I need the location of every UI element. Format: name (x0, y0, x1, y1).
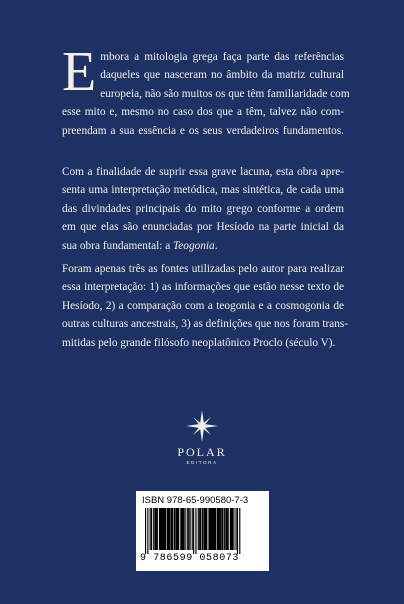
barcode-bar (214, 508, 216, 550)
paragraph-2 (62, 163, 344, 255)
barcode-bar (237, 508, 238, 554)
barcode-bar (199, 508, 201, 550)
paragraph-2-last-line (62, 237, 344, 255)
star-icon (185, 409, 219, 443)
barcode-bar (235, 508, 236, 550)
paragraph-2-line: das divindades principais do mito grego conforme a ordem (62, 202, 344, 215)
paragraph-3-line: Foram apenas três as fontes utilizadas pelo autor para realizar (62, 263, 344, 275)
barcode-bar (220, 508, 221, 550)
barcode-bar (178, 508, 179, 550)
barcode-bar (155, 508, 157, 550)
book-title-teogonia: Teogonia (173, 239, 215, 252)
paragraph-1-line: daqueles que nasceram no âmbito da matriz cultural (100, 69, 344, 82)
barcode-bar (202, 508, 203, 550)
paragraph-3 (62, 260, 349, 352)
barcode-bar (164, 508, 166, 550)
isbn-label: ISBN 978-65-990580-7-3 (142, 495, 249, 506)
barcode-bar (232, 508, 233, 550)
barcode-icon (145, 508, 261, 554)
barcode-bar (233, 508, 234, 550)
last-line-suffix: . (214, 239, 218, 252)
barcode-bar (188, 508, 189, 550)
barcode-bar (228, 508, 229, 550)
paragraph-2-line: em que elas são enunciadas por Hesíodo na parte inicial da (62, 221, 344, 234)
barcode-bar (145, 508, 146, 554)
barcode-bar (198, 508, 199, 550)
paragraph-2-line: senta uma interpretação metódica, mas sintética, de cada uma (62, 184, 344, 197)
paragraph-3-line: Hesíodo, 2) a comparação com a teogonia e a cosmogonia de (62, 299, 344, 312)
barcode-bar (190, 508, 191, 550)
paragraph-1-line: mbora a mitologia grega faça parte das referências (100, 51, 344, 63)
barcode-bar (183, 508, 184, 550)
paragraph-3-line: outras culturas ancestrais, 3) as definições que nos foram trans- (62, 318, 349, 331)
paragraph-1-line: europeia, não são muitos os que têm familiaridade com (100, 87, 350, 100)
barcode-bar (157, 508, 158, 550)
publisher-name: POLAR (177, 445, 227, 459)
paragraph-1-line: preendam a sua essência e os seus verdadeiros fundamentos. (62, 124, 344, 137)
isbn-digits: 9 786599 058073 (140, 553, 240, 564)
last-line-prefix: sua obra fundamental: a (62, 239, 174, 252)
paragraph-1-line: esse mito e, mesmo no caso dos que a têm, talvez não com- (62, 106, 344, 119)
barcode-bar (151, 508, 152, 550)
publisher-subtitle: EDITORA (186, 460, 218, 465)
barcode-bar (206, 508, 207, 550)
barcode-bar (159, 508, 161, 550)
barcode-bar (170, 508, 171, 550)
publisher-logo (176, 409, 228, 465)
barcode-bar (230, 508, 232, 550)
barcode-bar (171, 508, 173, 550)
barcode-bar (192, 508, 193, 550)
barcode-bar (187, 508, 188, 550)
barcode-bar (239, 508, 240, 554)
drop-cap: E (62, 41, 97, 103)
barcode-bar (147, 508, 148, 554)
barcode-bar (224, 508, 225, 550)
barcode-bar (193, 508, 194, 554)
barcode-bar (195, 508, 196, 554)
paragraph-3-line: mitidas pelo grande filósofo neoplatônico Proclo (século V). (62, 336, 336, 349)
barcode-bar (226, 508, 228, 550)
barcode-bar (153, 508, 154, 550)
paragraph-3-line: essa interpretação: 1) as informações que estão nesse texto de (62, 281, 344, 294)
paragraph-2-line: Com a finalidade de suprir essa grave lacuna, esta obra apre- (62, 166, 344, 178)
barcode-bar (174, 508, 175, 550)
barcode-bar (185, 508, 186, 550)
isbn-barcode-box (136, 491, 269, 571)
paragraph-1 (62, 41, 350, 140)
barcode-bar (150, 508, 151, 550)
barcode-bar (221, 508, 223, 550)
